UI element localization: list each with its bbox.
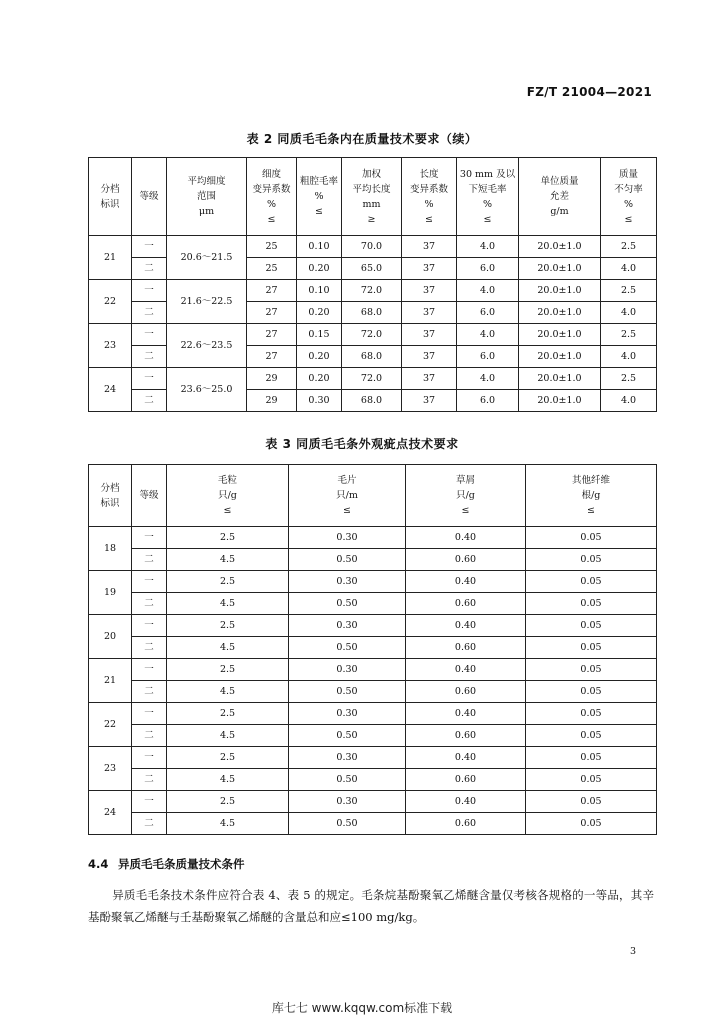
flakes-cell: 0.50 [289,549,406,571]
table-row [89,615,657,637]
table2 [88,157,657,412]
header-flakes: 毛片 只/m ≤ [289,465,406,527]
level-cell: 二 [132,681,167,703]
fineness-cv-cell: 25 [247,258,297,280]
flakes-cell: 0.50 [289,813,406,835]
grade-cell: 21 [89,659,132,703]
vegetable-matter-cell: 0.60 [406,769,526,791]
other-fibers-cell: 0.05 [526,813,657,835]
table-row [89,593,657,615]
unit-mass-tolerance-cell: 20.0±1.0 [519,390,601,412]
neps-cell: 2.5 [167,747,289,769]
grade-cell: 20 [89,615,132,659]
vegetable-matter-cell: 0.60 [406,681,526,703]
neps-cell: 4.5 [167,813,289,835]
header-length-cv: 长度 变异系数 % ≤ [402,158,457,236]
standard-code: FZ/T 21004—2021 [526,85,652,99]
header-medullated-rate: 粗腔毛率 % ≤ [297,158,342,236]
medullated-rate-cell: 0.20 [297,302,342,324]
table3 [88,464,657,835]
short-fiber-rate-cell: 4.0 [457,280,519,302]
other-fibers-cell: 0.05 [526,659,657,681]
level-cell: 一 [132,615,167,637]
fineness-range-cell: 21.6～22.5 [167,280,247,324]
table-row [89,703,657,725]
grade-cell: 22 [89,703,132,747]
length-cv-cell: 37 [402,368,457,390]
unit-mass-tolerance-cell: 20.0±1.0 [519,368,601,390]
fineness-cv-cell: 27 [247,280,297,302]
header-grade: 分档 标识 [89,158,132,236]
mass-unevenness-cell: 4.0 [601,346,657,368]
level-cell: 一 [132,659,167,681]
grade-cell: 18 [89,527,132,571]
medullated-rate-cell: 0.15 [297,324,342,346]
flakes-cell: 0.50 [289,725,406,747]
other-fibers-cell: 0.05 [526,791,657,813]
level-cell: 一 [132,571,167,593]
short-fiber-rate-cell: 6.0 [457,258,519,280]
other-fibers-cell: 0.05 [526,527,657,549]
vegetable-matter-cell: 0.40 [406,659,526,681]
length-cv-cell: 37 [402,324,457,346]
neps-cell: 4.5 [167,637,289,659]
flakes-cell: 0.30 [289,703,406,725]
grade-cell: 19 [89,571,132,615]
length-cv-cell: 37 [402,280,457,302]
weighted-length-cell: 68.0 [342,390,402,412]
header-short-fiber-rate: 30 mm 及以 下短毛率 % ≤ [457,158,519,236]
level-cell: 二 [132,637,167,659]
table-row [89,368,657,390]
vegetable-matter-cell: 0.40 [406,615,526,637]
neps-cell: 2.5 [167,791,289,813]
fineness-range-cell: 20.6～21.5 [167,236,247,280]
neps-cell: 4.5 [167,593,289,615]
table-row [89,769,657,791]
weighted-length-cell: 72.0 [342,368,402,390]
other-fibers-cell: 0.05 [526,549,657,571]
vegetable-matter-cell: 0.60 [406,593,526,615]
short-fiber-rate-cell: 4.0 [457,324,519,346]
section-number: 4.4 [88,857,109,871]
watermark: 库七七 www.kqqw.com标准下载 [271,1001,453,1015]
table-row [89,280,657,302]
table-row [89,791,657,813]
level-cell: 二 [132,549,167,571]
level-cell: 一 [132,703,167,725]
weighted-length-cell: 72.0 [342,280,402,302]
fineness-cv-cell: 29 [247,390,297,412]
flakes-cell: 0.50 [289,593,406,615]
section-heading [88,856,245,872]
fineness-range-cell: 23.6～25.0 [167,368,247,412]
unit-mass-tolerance-cell: 20.0±1.0 [519,302,601,324]
grade-cell: 24 [89,368,132,412]
flakes-cell: 0.30 [289,747,406,769]
fineness-cv-cell: 29 [247,368,297,390]
flakes-cell: 0.30 [289,659,406,681]
other-fibers-cell: 0.05 [526,703,657,725]
mass-unevenness-cell: 4.0 [601,302,657,324]
unit-mass-tolerance-cell: 20.0±1.0 [519,346,601,368]
header-unit-mass-tolerance: 单位质量 允差 g/m [519,158,601,236]
other-fibers-cell: 0.05 [526,747,657,769]
table-row [89,527,657,549]
level-cell: 二 [132,813,167,835]
table-row [89,324,657,346]
table3-title: 表 3 同质毛毛条外观疵点技术要求 [265,437,459,451]
grade-cell: 22 [89,280,132,324]
table-row [89,659,657,681]
table-row [89,637,657,659]
unit-mass-tolerance-cell: 20.0±1.0 [519,280,601,302]
header-mass-unevenness: 质量 不匀率 % ≤ [601,158,657,236]
section-paragraph [88,884,654,928]
other-fibers-cell: 0.05 [526,725,657,747]
vegetable-matter-cell: 0.40 [406,571,526,593]
level-cell: 一 [132,527,167,549]
neps-cell: 4.5 [167,769,289,791]
neps-cell: 2.5 [167,659,289,681]
short-fiber-rate-cell: 4.0 [457,368,519,390]
table-row [89,747,657,769]
grade-cell: 21 [89,236,132,280]
flakes-cell: 0.30 [289,791,406,813]
header-other-fibers: 其他纤维 根/g ≤ [526,465,657,527]
table-row [89,813,657,835]
level-cell: 二 [132,346,167,368]
neps-cell: 2.5 [167,527,289,549]
header-neps: 毛粒 只/g ≤ [167,465,289,527]
other-fibers-cell: 0.05 [526,769,657,791]
length-cv-cell: 37 [402,236,457,258]
weighted-length-cell: 65.0 [342,258,402,280]
short-fiber-rate-cell: 4.0 [457,236,519,258]
weighted-length-cell: 70.0 [342,236,402,258]
neps-cell: 4.5 [167,681,289,703]
mass-unevenness-cell: 4.0 [601,258,657,280]
level-cell: 一 [132,324,167,346]
other-fibers-cell: 0.05 [526,637,657,659]
fineness-cv-cell: 25 [247,236,297,258]
length-cv-cell: 37 [402,258,457,280]
header-fineness-cv: 细度 变异系数 % ≤ [247,158,297,236]
vegetable-matter-cell: 0.40 [406,703,526,725]
header-fineness-range: 平均细度 范围 μm [167,158,247,236]
neps-cell: 2.5 [167,571,289,593]
flakes-cell: 0.50 [289,637,406,659]
medullated-rate-cell: 0.20 [297,368,342,390]
mass-unevenness-cell: 2.5 [601,368,657,390]
medullated-rate-cell: 0.10 [297,236,342,258]
header-vegetable-matter: 草屑 只/g ≤ [406,465,526,527]
page-number: 3 [629,946,636,957]
flakes-cell: 0.30 [289,527,406,549]
level-cell: 二 [132,258,167,280]
neps-cell: 4.5 [167,725,289,747]
flakes-cell: 0.50 [289,681,406,703]
vegetable-matter-cell: 0.40 [406,747,526,769]
table-row [89,236,657,258]
table2-title: 表 2 同质毛毛条内在质量技术要求（续） [246,132,478,146]
medullated-rate-cell: 0.10 [297,280,342,302]
unit-mass-tolerance-cell: 20.0±1.0 [519,258,601,280]
other-fibers-cell: 0.05 [526,571,657,593]
vegetable-matter-cell: 0.60 [406,813,526,835]
other-fibers-cell: 0.05 [526,615,657,637]
weighted-length-cell: 68.0 [342,346,402,368]
section-title: 异质毛毛条质量技术条件 [118,857,245,871]
neps-cell: 2.5 [167,615,289,637]
table-row [89,571,657,593]
medullated-rate-cell: 0.20 [297,346,342,368]
unit-mass-tolerance-cell: 20.0±1.0 [519,236,601,258]
section-paragraph-text: 异质毛毛条技术条件应符合表 4、表 5 的规定。毛条烷基酚聚氧乙烯醚含量仅考核各规格的一等品，其辛基酚聚氧乙烯醚与壬基酚聚氧乙烯醚的含量总和应≤100 mg/kg。 [88,888,654,924]
unit-mass-tolerance-cell: 20.0±1.0 [519,324,601,346]
length-cv-cell: 37 [402,302,457,324]
other-fibers-cell: 0.05 [526,593,657,615]
mass-unevenness-cell: 4.0 [601,390,657,412]
level-cell: 二 [132,302,167,324]
neps-cell: 4.5 [167,549,289,571]
short-fiber-rate-cell: 6.0 [457,390,519,412]
fineness-cv-cell: 27 [247,324,297,346]
other-fibers-cell: 0.05 [526,681,657,703]
level-cell: 一 [132,368,167,390]
level-cell: 二 [132,593,167,615]
level-cell: 一 [132,791,167,813]
neps-cell: 2.5 [167,703,289,725]
vegetable-matter-cell: 0.40 [406,791,526,813]
level-cell: 一 [132,236,167,258]
length-cv-cell: 37 [402,346,457,368]
flakes-cell: 0.50 [289,769,406,791]
length-cv-cell: 37 [402,390,457,412]
header-grade: 分档 标识 [89,465,132,527]
level-cell: 一 [132,747,167,769]
header-weighted-length: 加权 平均长度 mm ≥ [342,158,402,236]
fineness-range-cell: 22.6～23.5 [167,324,247,368]
mass-unevenness-cell: 2.5 [601,236,657,258]
grade-cell: 24 [89,791,132,835]
fineness-cv-cell: 27 [247,346,297,368]
flakes-cell: 0.30 [289,615,406,637]
fineness-cv-cell: 27 [247,302,297,324]
grade-cell: 23 [89,747,132,791]
table-row [89,725,657,747]
table-row [89,549,657,571]
level-cell: 二 [132,769,167,791]
table-row [89,681,657,703]
vegetable-matter-cell: 0.60 [406,549,526,571]
level-cell: 二 [132,725,167,747]
level-cell: 二 [132,390,167,412]
mass-unevenness-cell: 2.5 [601,324,657,346]
vegetable-matter-cell: 0.40 [406,527,526,549]
medullated-rate-cell: 0.30 [297,390,342,412]
weighted-length-cell: 68.0 [342,302,402,324]
vegetable-matter-cell: 0.60 [406,637,526,659]
weighted-length-cell: 72.0 [342,324,402,346]
short-fiber-rate-cell: 6.0 [457,346,519,368]
mass-unevenness-cell: 2.5 [601,280,657,302]
vegetable-matter-cell: 0.60 [406,725,526,747]
flakes-cell: 0.30 [289,571,406,593]
grade-cell: 23 [89,324,132,368]
header-level: 等级 [132,158,167,236]
medullated-rate-cell: 0.20 [297,258,342,280]
header-level: 等级 [132,465,167,527]
short-fiber-rate-cell: 6.0 [457,302,519,324]
level-cell: 一 [132,280,167,302]
